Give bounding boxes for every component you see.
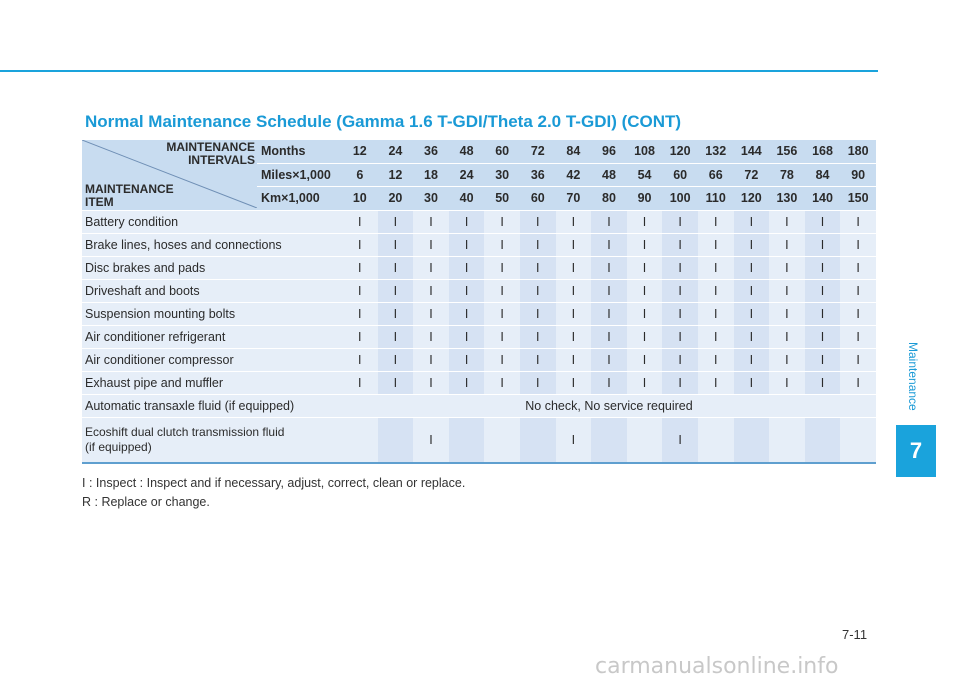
no-service-note: No check, No service required bbox=[342, 394, 876, 417]
schedule-cell: I bbox=[698, 279, 734, 302]
schedule-cell: I bbox=[591, 279, 627, 302]
schedule-cell: I bbox=[378, 302, 414, 325]
schedule-cell: I bbox=[662, 417, 698, 463]
interval-value: 10 bbox=[342, 187, 378, 211]
interval-value: 78 bbox=[769, 163, 805, 187]
schedule-cell: I bbox=[734, 233, 770, 256]
interval-value: 36 bbox=[520, 163, 556, 187]
schedule-cell: I bbox=[342, 371, 378, 394]
interval-row-label: Km×1,000 bbox=[257, 187, 342, 211]
schedule-cell: I bbox=[591, 256, 627, 279]
corner-intervals-label bbox=[166, 141, 255, 167]
schedule-cell: I bbox=[698, 302, 734, 325]
table-row bbox=[82, 256, 876, 279]
schedule-cell: I bbox=[484, 348, 520, 371]
schedule-cell: I bbox=[484, 302, 520, 325]
schedule-cell: I bbox=[627, 256, 663, 279]
schedule-cell: I bbox=[769, 233, 805, 256]
schedule-cell bbox=[734, 417, 770, 463]
schedule-cell: I bbox=[556, 417, 592, 463]
maintenance-item-name bbox=[82, 417, 342, 463]
schedule-cell: I bbox=[520, 325, 556, 348]
schedule-cell: I bbox=[413, 417, 449, 463]
interval-value: 12 bbox=[378, 163, 414, 187]
schedule-cell: I bbox=[342, 256, 378, 279]
schedule-cell: I bbox=[484, 233, 520, 256]
schedule-cell: I bbox=[591, 233, 627, 256]
schedule-cell: I bbox=[378, 348, 414, 371]
schedule-cell: I bbox=[556, 325, 592, 348]
table-row bbox=[82, 417, 876, 463]
interval-value: 30 bbox=[484, 163, 520, 187]
schedule-cell: I bbox=[734, 371, 770, 394]
schedule-cell: I bbox=[342, 233, 378, 256]
schedule-cell: I bbox=[413, 325, 449, 348]
schedule-cell: I bbox=[734, 279, 770, 302]
interval-value: 108 bbox=[627, 140, 663, 163]
schedule-cell: I bbox=[413, 279, 449, 302]
schedule-cell: I bbox=[520, 348, 556, 371]
maintenance-item-name: Driveshaft and boots bbox=[82, 279, 342, 302]
schedule-cell bbox=[342, 417, 378, 463]
schedule-cell: I bbox=[769, 302, 805, 325]
schedule-cell: I bbox=[769, 348, 805, 371]
schedule-cell: I bbox=[520, 210, 556, 233]
schedule-cell: I bbox=[413, 371, 449, 394]
schedule-cell bbox=[627, 417, 663, 463]
note-inspect: I : Inspect : Inspect and if necessary, adjust, correct, clean or replace. bbox=[82, 476, 466, 490]
schedule-cell: I bbox=[484, 210, 520, 233]
table-row bbox=[82, 210, 876, 233]
interval-row-label: Months bbox=[257, 140, 342, 163]
schedule-cell: I bbox=[662, 233, 698, 256]
schedule-cell: I bbox=[484, 371, 520, 394]
interval-value: 70 bbox=[556, 187, 592, 211]
interval-value: 110 bbox=[698, 187, 734, 211]
schedule-cell: I bbox=[805, 325, 841, 348]
schedule-cell: I bbox=[342, 302, 378, 325]
schedule-cell: I bbox=[840, 348, 876, 371]
schedule-cell: I bbox=[840, 325, 876, 348]
interval-value: 30 bbox=[413, 187, 449, 211]
interval-value: 24 bbox=[449, 163, 485, 187]
schedule-cell bbox=[591, 417, 627, 463]
schedule-cell: I bbox=[449, 210, 485, 233]
schedule-cell: I bbox=[734, 256, 770, 279]
schedule-cell: I bbox=[662, 210, 698, 233]
interval-value: 18 bbox=[413, 163, 449, 187]
table-row bbox=[82, 279, 876, 302]
maintenance-item-name: Air conditioner compressor bbox=[82, 348, 342, 371]
schedule-cell: I bbox=[591, 348, 627, 371]
schedule-cell: I bbox=[556, 302, 592, 325]
schedule-cell: I bbox=[378, 210, 414, 233]
interval-value: 132 bbox=[698, 140, 734, 163]
maintenance-item-name: Exhaust pipe and muffler bbox=[82, 371, 342, 394]
schedule-cell: I bbox=[698, 348, 734, 371]
schedule-cell: I bbox=[520, 371, 556, 394]
interval-value: 130 bbox=[769, 187, 805, 211]
schedule-cell: I bbox=[484, 325, 520, 348]
schedule-cell: I bbox=[769, 371, 805, 394]
schedule-cell: I bbox=[342, 210, 378, 233]
interval-value: 144 bbox=[734, 140, 770, 163]
table-row bbox=[82, 371, 876, 394]
table-row bbox=[82, 348, 876, 371]
interval-value: 66 bbox=[698, 163, 734, 187]
schedule-cell: I bbox=[805, 210, 841, 233]
schedule-cell: I bbox=[805, 233, 841, 256]
schedule-cell: I bbox=[840, 233, 876, 256]
interval-value: 48 bbox=[591, 163, 627, 187]
interval-value: 150 bbox=[840, 187, 876, 211]
schedule-cell: I bbox=[449, 256, 485, 279]
interval-value: 50 bbox=[484, 187, 520, 211]
schedule-cell: I bbox=[556, 371, 592, 394]
page-title: Normal Maintenance Schedule (Gamma 1.6 T-GDI/Theta 2.0 T-GDI) (CONT) bbox=[85, 112, 682, 131]
corner-bottom-line: MAINTENANCE bbox=[85, 181, 174, 196]
table-row bbox=[82, 394, 876, 417]
interval-value: 72 bbox=[520, 140, 556, 163]
maintenance-schedule-table bbox=[82, 140, 876, 464]
schedule-cell: I bbox=[627, 279, 663, 302]
schedule-cell: I bbox=[698, 325, 734, 348]
schedule-cell: I bbox=[698, 256, 734, 279]
side-section-label: Maintenance bbox=[906, 342, 920, 411]
schedule-cell: I bbox=[378, 279, 414, 302]
schedule-cell: I bbox=[769, 325, 805, 348]
maintenance-item-name: Battery condition bbox=[82, 210, 342, 233]
note-replace: R : Replace or change. bbox=[82, 495, 210, 509]
schedule-cell: I bbox=[734, 325, 770, 348]
schedule-cell: I bbox=[556, 256, 592, 279]
schedule-cell: I bbox=[627, 325, 663, 348]
schedule-cell: I bbox=[734, 302, 770, 325]
interval-value: 12 bbox=[342, 140, 378, 163]
schedule-cell: I bbox=[591, 302, 627, 325]
corner-bottom-line: ITEM bbox=[85, 194, 114, 209]
schedule-cell bbox=[769, 417, 805, 463]
header-row bbox=[82, 140, 876, 163]
interval-value: 100 bbox=[662, 187, 698, 211]
schedule-cell: I bbox=[840, 371, 876, 394]
schedule-cell: I bbox=[627, 210, 663, 233]
schedule-cell: I bbox=[342, 348, 378, 371]
interval-value: 48 bbox=[449, 140, 485, 163]
schedule-cell: I bbox=[627, 371, 663, 394]
schedule-cell: I bbox=[662, 325, 698, 348]
schedule-cell: I bbox=[805, 256, 841, 279]
schedule-cell: I bbox=[698, 210, 734, 233]
table-row bbox=[82, 233, 876, 256]
schedule-cell: I bbox=[840, 256, 876, 279]
interval-value: 72 bbox=[734, 163, 770, 187]
schedule-cell: I bbox=[556, 233, 592, 256]
schedule-cell: I bbox=[520, 279, 556, 302]
item-name-line: (if equipped) bbox=[85, 439, 152, 454]
schedule-cell: I bbox=[591, 371, 627, 394]
schedule-cell: I bbox=[413, 302, 449, 325]
interval-value: 60 bbox=[662, 163, 698, 187]
interval-value: 20 bbox=[378, 187, 414, 211]
watermark: carmanualsonline.info bbox=[595, 654, 839, 679]
interval-row-label: Miles×1,000 bbox=[257, 163, 342, 187]
schedule-cell: I bbox=[520, 233, 556, 256]
schedule-cell: I bbox=[449, 371, 485, 394]
schedule-cell: I bbox=[413, 233, 449, 256]
page-number: 7-11 bbox=[842, 627, 868, 642]
maintenance-item-name: Suspension mounting bolts bbox=[82, 302, 342, 325]
schedule-cell: I bbox=[413, 256, 449, 279]
interval-value: 42 bbox=[556, 163, 592, 187]
interval-value: 120 bbox=[662, 140, 698, 163]
top-rule bbox=[0, 70, 878, 72]
schedule-cell: I bbox=[662, 256, 698, 279]
interval-value: 120 bbox=[734, 187, 770, 211]
interval-value: 140 bbox=[805, 187, 841, 211]
schedule-cell bbox=[698, 417, 734, 463]
schedule-cell: I bbox=[413, 210, 449, 233]
maintenance-item-name: Brake lines, hoses and connections bbox=[82, 233, 342, 256]
schedule-cell: I bbox=[662, 371, 698, 394]
corner-header bbox=[82, 140, 257, 210]
schedule-cell: I bbox=[449, 233, 485, 256]
legend-notes bbox=[82, 474, 465, 512]
schedule-cell bbox=[484, 417, 520, 463]
schedule-cell: I bbox=[769, 210, 805, 233]
schedule-cell: I bbox=[556, 348, 592, 371]
schedule-cell bbox=[378, 417, 414, 463]
interval-value: 80 bbox=[591, 187, 627, 211]
interval-value: 84 bbox=[805, 163, 841, 187]
interval-value: 60 bbox=[520, 187, 556, 211]
schedule-cell: I bbox=[805, 302, 841, 325]
interval-value: 54 bbox=[627, 163, 663, 187]
schedule-cell: I bbox=[449, 348, 485, 371]
schedule-cell bbox=[449, 417, 485, 463]
interval-value: 156 bbox=[769, 140, 805, 163]
maintenance-item-name: Automatic transaxle fluid (if equipped) bbox=[82, 394, 342, 417]
schedule-cell: I bbox=[734, 348, 770, 371]
interval-value: 36 bbox=[413, 140, 449, 163]
maintenance-item-name: Disc brakes and pads bbox=[82, 256, 342, 279]
schedule-cell: I bbox=[342, 279, 378, 302]
schedule-cell: I bbox=[449, 302, 485, 325]
schedule-cell: I bbox=[591, 210, 627, 233]
chapter-number-tab[interactable]: 7 bbox=[896, 425, 936, 477]
schedule-cell: I bbox=[627, 233, 663, 256]
schedule-cell: I bbox=[342, 325, 378, 348]
schedule-cell: I bbox=[520, 302, 556, 325]
schedule-cell: I bbox=[627, 348, 663, 371]
schedule-cell: I bbox=[840, 279, 876, 302]
schedule-cell: I bbox=[556, 210, 592, 233]
schedule-cell: I bbox=[840, 210, 876, 233]
schedule-cell bbox=[805, 417, 841, 463]
schedule-cell: I bbox=[698, 233, 734, 256]
corner-top-line: INTERVALS bbox=[188, 153, 255, 167]
interval-value: 40 bbox=[449, 187, 485, 211]
maintenance-item-name: Air conditioner refrigerant bbox=[82, 325, 342, 348]
item-name-line: Ecoshift dual clutch transmission fluid bbox=[85, 424, 285, 439]
schedule-cell: I bbox=[449, 279, 485, 302]
schedule-cell: I bbox=[805, 279, 841, 302]
schedule-cell: I bbox=[662, 279, 698, 302]
schedule-cell: I bbox=[805, 371, 841, 394]
schedule-cell: I bbox=[378, 256, 414, 279]
schedule-cell: I bbox=[734, 210, 770, 233]
schedule-cell: I bbox=[378, 371, 414, 394]
interval-value: 24 bbox=[378, 140, 414, 163]
interval-value: 84 bbox=[556, 140, 592, 163]
corner-item-label bbox=[85, 183, 174, 209]
schedule-cell: I bbox=[698, 371, 734, 394]
interval-value: 60 bbox=[484, 140, 520, 163]
schedule-cell: I bbox=[378, 325, 414, 348]
schedule-cell: I bbox=[484, 256, 520, 279]
schedule-cell: I bbox=[627, 302, 663, 325]
interval-value: 168 bbox=[805, 140, 841, 163]
interval-value: 90 bbox=[840, 163, 876, 187]
table-row bbox=[82, 325, 876, 348]
schedule-cell: I bbox=[662, 348, 698, 371]
interval-value: 6 bbox=[342, 163, 378, 187]
schedule-cell: I bbox=[449, 325, 485, 348]
schedule-cell: I bbox=[840, 302, 876, 325]
schedule-cell: I bbox=[769, 256, 805, 279]
schedule-cell: I bbox=[556, 279, 592, 302]
table-row bbox=[82, 302, 876, 325]
schedule-cell: I bbox=[662, 302, 698, 325]
schedule-cell: I bbox=[378, 233, 414, 256]
schedule-cell bbox=[520, 417, 556, 463]
interval-value: 90 bbox=[627, 187, 663, 211]
corner-top-line: MAINTENANCE bbox=[166, 140, 255, 154]
interval-value: 96 bbox=[591, 140, 627, 163]
interval-value: 180 bbox=[840, 140, 876, 163]
schedule-cell: I bbox=[769, 279, 805, 302]
schedule-cell: I bbox=[413, 348, 449, 371]
schedule-cell: I bbox=[484, 279, 520, 302]
schedule-cell: I bbox=[805, 348, 841, 371]
schedule-cell bbox=[840, 417, 876, 463]
schedule-cell: I bbox=[591, 325, 627, 348]
schedule-cell: I bbox=[520, 256, 556, 279]
